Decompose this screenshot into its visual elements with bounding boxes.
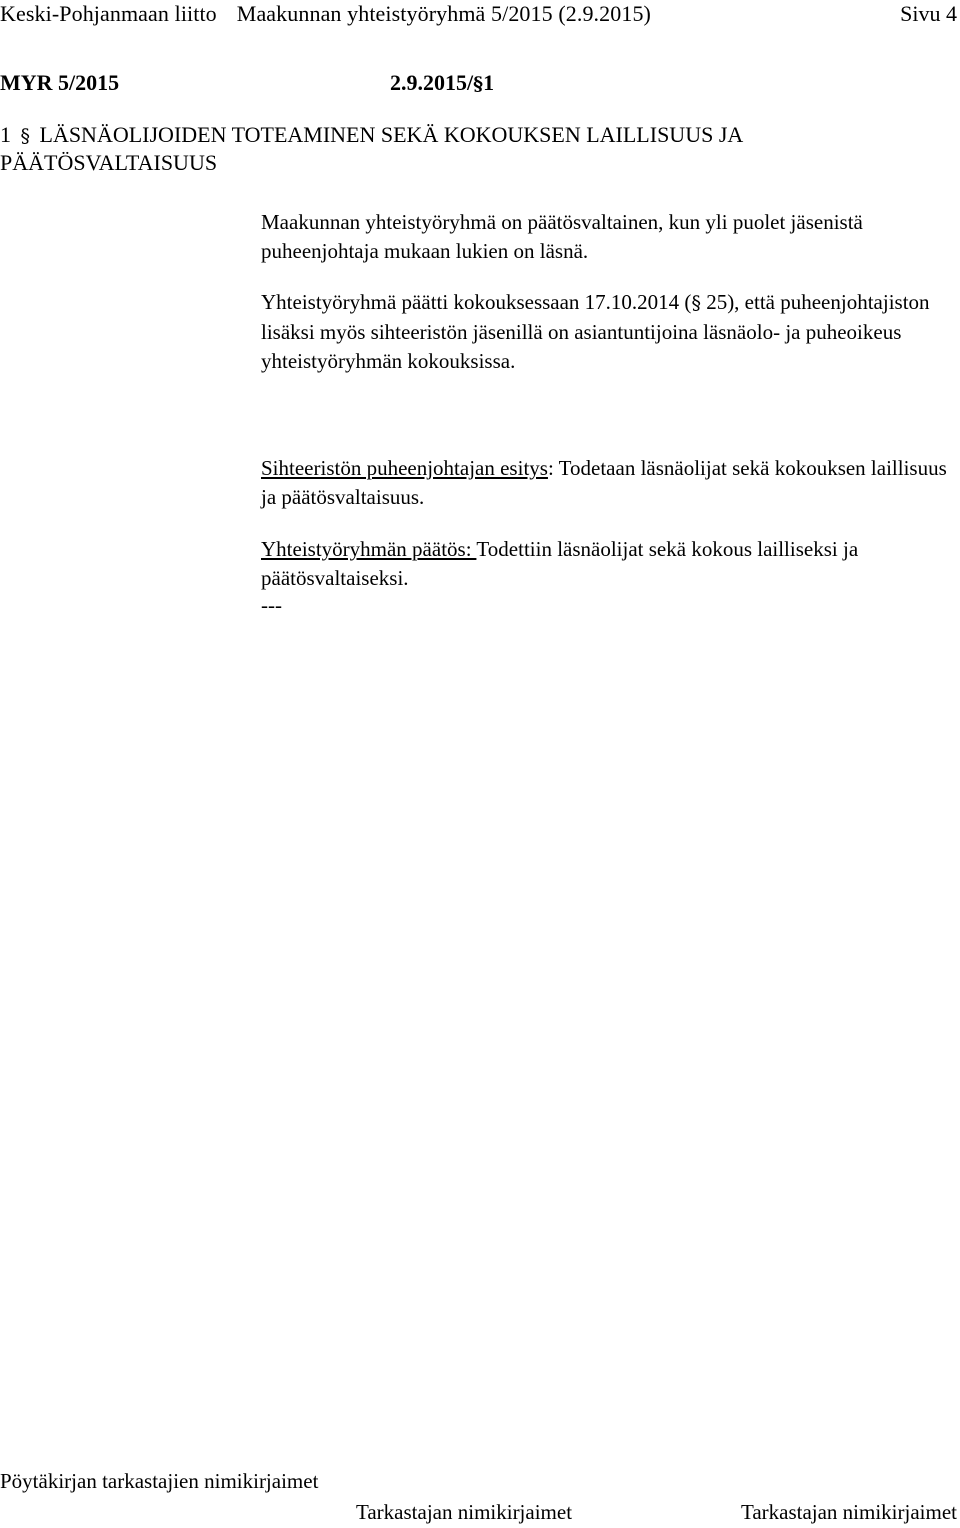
decision-label: Yhteistyöryhmän päätös: bbox=[261, 537, 477, 561]
organization-name: Keski-Pohjanmaan liitto bbox=[0, 1, 217, 26]
proposal-text: : Todetaan läsnäolijat sekä kokouksen laillisuus ja päätösvaltaisuus. bbox=[261, 456, 947, 509]
section-number: 1 bbox=[483, 70, 495, 95]
paragraph-attendance-end: 25), että puheenjohtajiston lisäksi myös sihteeristön jäsenillä on asiantuntijoina läsnäolo- ja puheoikeus yhteistyöryhmän kokouksissa. bbox=[261, 290, 930, 373]
proposal-paragraph bbox=[261, 454, 951, 512]
meeting-reference: MYR 5/2015 bbox=[0, 70, 120, 95]
page-number: Sivu 4 bbox=[900, 1, 957, 26]
proposal-label: Sihteeristön puheenjohtajan esitys bbox=[261, 456, 548, 480]
item-section-symbol: § bbox=[20, 125, 30, 147]
paragraph-attendance-start: Yhteistyöryhmä päätti kokouksessaan 17.10.2014 ( bbox=[261, 290, 692, 314]
section-date: 2.9.2015/ bbox=[390, 70, 474, 95]
item-number: 1 bbox=[0, 122, 11, 147]
item-heading-line1 bbox=[0, 121, 743, 150]
section-symbol: § bbox=[473, 73, 484, 95]
meeting-title: Maakunnan yhteistyöryhmä 5/2015 (2.9.2015) bbox=[236, 1, 651, 26]
section-reference bbox=[390, 70, 494, 96]
paragraph-quorum: Maakunnan yhteistyöryhmä on päätösvaltainen, kun yli puolet jäsenistä puheenjohtaja mukaan lukien on läsnä. bbox=[261, 210, 863, 263]
end-mark: --- bbox=[261, 593, 282, 617]
decision-text: Todettiin läsnäolijat sekä kokous lailliseksi ja päätösvaltaiseksi. bbox=[261, 537, 859, 590]
item-title-line1: LÄSNÄOLIJOIDEN TOTEAMINEN SEKÄ KOKOUKSEN LAILLISUUS JA bbox=[39, 122, 744, 147]
footer-minutes-checkers: Pöytäkirjan tarkastajien nimikirjaimet bbox=[0, 1469, 319, 1493]
footer-checker-initials-2: Tarkastajan nimikirjaimet bbox=[740, 1500, 957, 1524]
paragraph-attendance-rights bbox=[261, 288, 951, 376]
footer-checker-initials-1: Tarkastajan nimikirjaimet bbox=[356, 1500, 573, 1524]
paragraph-section-symbol: § bbox=[691, 292, 701, 314]
document-header bbox=[0, 1, 651, 27]
decision-paragraph bbox=[261, 535, 951, 593]
item-title-line2: PÄÄTÖSVALTAISUUS bbox=[0, 150, 218, 175]
